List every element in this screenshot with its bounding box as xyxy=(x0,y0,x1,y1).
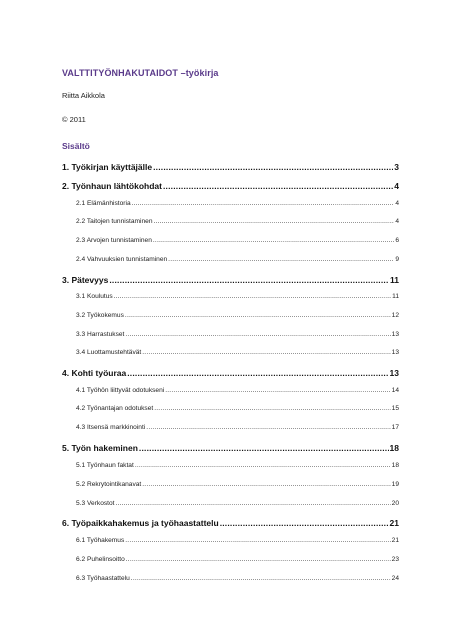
toc-page-number: 17 xyxy=(391,424,399,431)
toc-dot-leader xyxy=(154,405,390,412)
toc-page-number: 12 xyxy=(391,312,399,319)
toc-page-number: 21 xyxy=(391,537,399,544)
toc-chapter-entry[interactable] xyxy=(62,275,399,285)
toc-page-number: 4 xyxy=(395,218,399,225)
toc-section-entry[interactable] xyxy=(62,331,399,338)
toc-dot-leader xyxy=(153,237,394,244)
toc-section-entry[interactable] xyxy=(62,424,399,431)
toc-section-entry[interactable] xyxy=(62,293,399,300)
toc-entry-label: 5.1 Työnhaun faktat xyxy=(76,462,134,469)
toc-dot-leader xyxy=(168,256,394,263)
toc-page-number: 24 xyxy=(391,575,399,582)
toc-entry-label: 6.3 Työhaastattelu xyxy=(76,575,130,582)
toc-entry-label: 2.3 Arvojen tunnistaminen xyxy=(76,237,152,244)
toc-dot-leader xyxy=(131,575,391,582)
toc-dot-leader xyxy=(116,500,391,507)
toc-entry-label: 2.2 Taitojen tunnistaminen xyxy=(76,218,153,225)
toc-entry-label: 1. Työkirjan käyttäjälle xyxy=(62,162,153,172)
toc-page-number: 21 xyxy=(389,518,399,528)
toc-dot-leader xyxy=(142,481,390,488)
toc-entry-label: 3. Pätevyys xyxy=(62,275,109,285)
toc-entry-label: 2. Työnhaun lähtökohdat xyxy=(62,181,162,191)
toc-dot-leader xyxy=(139,443,389,453)
toc-page-number: 4 xyxy=(395,200,399,207)
toc-entry-label: 4.1 Työhön liittyvät odotukseni xyxy=(76,387,165,394)
toc-dot-leader xyxy=(163,181,393,191)
title-main: VALTTITYÖNHAKUTAIDOT xyxy=(62,68,178,78)
toc-entry-label: 2.1 Elämänhistoria xyxy=(76,200,131,207)
toc-page-number: 14 xyxy=(391,387,399,394)
toc-entry-label: 5. Työn hakeminen xyxy=(62,443,138,453)
toc-chapter-entry[interactable] xyxy=(62,181,399,191)
toc-chapter-entry[interactable] xyxy=(62,518,399,528)
toc-section-entry[interactable] xyxy=(62,387,399,394)
toc-entry-label: 5.2 Rekrytointikanavat xyxy=(76,481,142,488)
toc-chapter-entry[interactable] xyxy=(62,368,399,378)
toc-dot-leader xyxy=(125,331,390,338)
toc-section-entry[interactable] xyxy=(62,256,399,263)
toc-dot-leader xyxy=(146,424,390,431)
toc-entry-label: 3.2 Työkokemus xyxy=(76,312,124,319)
toc-entry-label: 3.1 Koulutus xyxy=(76,293,113,300)
toc-page-number: 3 xyxy=(394,162,399,172)
toc-dot-leader xyxy=(125,537,390,544)
toc-section-entry[interactable] xyxy=(62,481,399,488)
toc-entry-label: 6.1 Työhakemus xyxy=(76,537,125,544)
toc-section-entry[interactable] xyxy=(62,312,399,319)
toc-dot-leader xyxy=(126,556,391,563)
author-name: Riitta Aikkola xyxy=(62,91,105,100)
toc-page-number: 18 xyxy=(391,462,399,469)
toc-page-number: 9 xyxy=(395,256,399,263)
toc-page-number: 6 xyxy=(395,237,399,244)
toc-page-number: 23 xyxy=(391,556,399,563)
toc-entry-label: 3.3 Harrastukset xyxy=(76,331,125,338)
toc-heading: Sisältö xyxy=(62,141,90,151)
toc-entry-label: 4.2 Työnantajan odotukset xyxy=(76,405,154,412)
toc-dot-leader xyxy=(127,368,388,378)
toc-dot-leader xyxy=(135,462,391,469)
copyright-line: © 2011 xyxy=(62,115,86,124)
toc-dot-leader xyxy=(220,518,389,528)
toc-section-entry[interactable] xyxy=(62,218,399,225)
toc-dot-leader xyxy=(125,312,391,319)
toc-section-entry[interactable] xyxy=(62,405,399,412)
toc-entry-label: 5.3 Verkostot xyxy=(76,500,115,507)
toc-page-number: 18 xyxy=(389,443,399,453)
toc-entry-label: 4. Kohti työuraa xyxy=(62,368,127,378)
toc-page-number: 19 xyxy=(391,481,399,488)
toc-dot-leader xyxy=(109,275,389,285)
toc-section-entry[interactable] xyxy=(62,537,399,544)
title-subtitle: –työkirja xyxy=(180,68,219,78)
toc-section-entry[interactable] xyxy=(62,349,399,356)
toc-entry-label: 6. Työpaikkahakemus ja työhaastattelu xyxy=(62,518,219,528)
document-title xyxy=(62,68,219,78)
toc-section-entry[interactable] xyxy=(62,500,399,507)
toc-chapter-entry[interactable] xyxy=(62,443,399,453)
toc-page-number: 13 xyxy=(391,331,399,338)
toc-dot-leader xyxy=(165,387,390,394)
toc-page-number: 11 xyxy=(390,275,399,285)
toc-dot-leader xyxy=(154,218,395,225)
toc-entry-label: 2.4 Vahvuuksien tunnistaminen xyxy=(76,256,168,263)
toc-section-entry[interactable] xyxy=(62,237,399,244)
toc-page-number: 4 xyxy=(394,181,399,191)
toc-page-number: 11 xyxy=(392,293,399,300)
toc-dot-leader xyxy=(132,200,395,207)
toc-section-entry[interactable] xyxy=(62,462,399,469)
toc-entry-label: 6.2 Puhelinsoitto xyxy=(76,556,125,563)
toc-section-entry[interactable] xyxy=(62,200,399,207)
toc-dot-leader xyxy=(153,162,393,172)
toc-dot-leader xyxy=(114,293,391,300)
toc-section-entry[interactable] xyxy=(62,556,399,563)
toc-dot-leader xyxy=(142,349,390,356)
toc-page-number: 13 xyxy=(389,368,399,378)
toc-page-number: 15 xyxy=(391,405,399,412)
toc-entry-label: 3.4 Luottamustehtävät xyxy=(76,349,142,356)
toc-chapter-entry[interactable] xyxy=(62,162,399,172)
toc-page-number: 20 xyxy=(391,500,399,507)
toc-section-entry[interactable] xyxy=(62,575,399,582)
toc-page-number: 13 xyxy=(391,349,399,356)
toc-entry-label: 4.3 Itsensä markkinointi xyxy=(76,424,146,431)
